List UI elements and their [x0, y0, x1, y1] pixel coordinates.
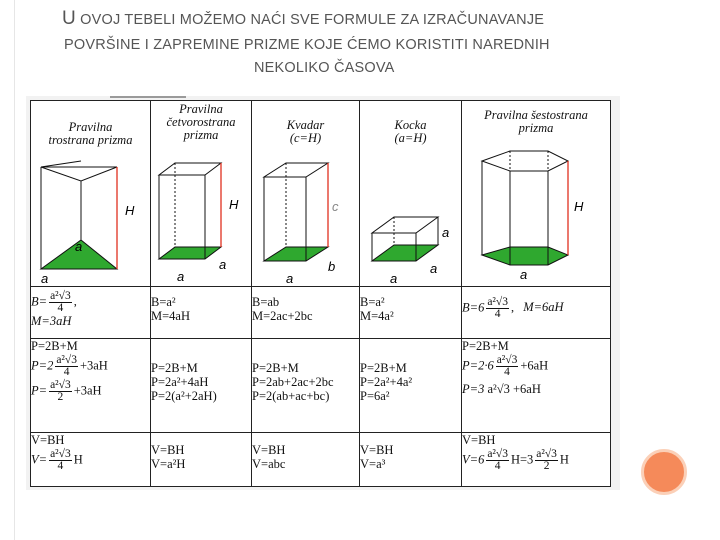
- label-height: H: [229, 197, 239, 212]
- formula-text: P=2a²+4a²: [360, 375, 413, 389]
- caption-line: (a=H): [394, 131, 427, 145]
- figure-cuboid: [252, 101, 360, 287]
- cell-b-m-cuboid: [252, 287, 360, 339]
- label-base: a: [41, 271, 49, 286]
- formula-text: V=BH: [462, 433, 496, 447]
- prism-formula-table: [30, 100, 611, 487]
- caption-line: prizma: [518, 121, 554, 135]
- formula-text: B=a²: [360, 295, 385, 309]
- formula-text: P=: [31, 383, 48, 398]
- formula-text: V=BH: [360, 443, 394, 457]
- formula-text: H: [73, 452, 83, 467]
- fraction: $\frac{\text{a²√3}}{4}$: [487, 448, 508, 472]
- formula-text: +6aH: [520, 358, 549, 373]
- fraction: $\frac{\text{a²√3}}{2}$: [50, 379, 71, 403]
- cell-v-square: [151, 433, 252, 487]
- formula-text: ,: [73, 294, 77, 309]
- figure-cube: [360, 101, 462, 287]
- title-line-2: POVRŠINE I ZAPREMINE PRIZME KOJE ĆEMO KORISTITI NAREDNIH: [64, 37, 550, 53]
- formula-text: P=2·6: [462, 358, 494, 373]
- caption-line: (c=H): [289, 131, 322, 145]
- label-base: a: [520, 267, 528, 282]
- title-line-1: OVOJ TEBELI MOŽEMO NAĆI SVE FORMULE ZA IZRAČUNAVANJE: [80, 12, 545, 28]
- caption-line: Pravilna: [179, 102, 223, 116]
- fraction: $\frac{\text{a²√3}}{4}$: [50, 290, 71, 314]
- formula-text: P=2(ab+ac+bc): [252, 389, 330, 403]
- cube-drawing: [360, 101, 462, 287]
- label-height: c: [332, 199, 339, 214]
- formula-text: +3aH: [73, 383, 102, 398]
- formula-text: P=2B+M: [252, 361, 299, 375]
- caption-line: Pravilna: [68, 120, 113, 134]
- formula-text: V=a³: [360, 457, 386, 471]
- cell-v-hexagonal: [462, 433, 611, 487]
- label-base: a: [390, 271, 398, 286]
- formula-text: P=2: [31, 358, 54, 373]
- fraction: $\frac{\text{a²√3}}{4}$: [496, 354, 518, 378]
- formula-text: B=a²: [151, 295, 176, 309]
- cell-p-cube: [360, 339, 462, 433]
- formula-text: +6aH: [512, 382, 541, 396]
- formula-text: P=2ab+2ac+2bc: [252, 375, 334, 389]
- caption-line: trostrana prizma: [48, 133, 133, 147]
- label-height: H: [574, 199, 584, 214]
- fraction: $\frac{\text{a²√3}}{4}$: [487, 296, 508, 320]
- fraction: $\frac{\text{a²√3}}{2}$: [536, 448, 557, 472]
- figure-hexagonal-prism: [462, 101, 611, 287]
- title-first-letter: U: [62, 8, 76, 29]
- formula-text: V=BH: [151, 443, 185, 457]
- label-edge: a: [75, 239, 83, 254]
- formula-text: B=6: [462, 300, 485, 315]
- formula-text: B=: [31, 294, 48, 309]
- caption-line: prizma: [183, 128, 219, 142]
- cell-p-hexagonal: [462, 339, 611, 433]
- cell-v-triangular: [31, 433, 151, 487]
- formula-text: M=2ac+2bc: [252, 309, 313, 323]
- formula-text: P=6a²: [360, 389, 390, 403]
- caption-line: četvorostrana: [166, 115, 236, 129]
- caption-line: Kvadar: [286, 118, 325, 132]
- cell-b-m-cube: [360, 287, 462, 339]
- formula-text: V=abc: [252, 457, 286, 471]
- formula-text: P=2a²+4aH: [151, 375, 209, 389]
- formula-text: V=BH: [31, 433, 65, 447]
- formula-text: V=a²H: [151, 457, 186, 471]
- formula-text: H=3: [510, 452, 534, 467]
- label-base: a: [177, 269, 185, 284]
- figure-triangular-prism: [31, 101, 151, 287]
- label-base: a: [219, 257, 227, 272]
- formula-text: V=6: [462, 452, 485, 467]
- cell-p-triangular: [31, 339, 151, 433]
- formula-text: V=BH: [252, 443, 286, 457]
- hexagonal-prism-drawing: [462, 101, 611, 287]
- cell-v-cube: [360, 433, 462, 487]
- formula-text: B=ab: [252, 295, 280, 309]
- label-height: H: [125, 203, 135, 218]
- formula-text: P=2B+M: [360, 361, 407, 375]
- formula-text: M=3aH: [31, 314, 72, 328]
- formula-text: P=2B+M: [151, 361, 198, 375]
- formula-text: +3aH: [79, 358, 108, 373]
- formula-text: P=3: [462, 382, 485, 396]
- square-prism-drawing: [151, 101, 252, 287]
- cell-v-cuboid: [252, 433, 360, 487]
- formula-text: a²√3: [487, 382, 510, 396]
- triangular-prism-drawing: [31, 101, 151, 287]
- formula-text: P=2B+M: [31, 339, 78, 353]
- cell-p-square: [151, 339, 252, 433]
- formula-text: ,: [510, 300, 515, 315]
- cell-p-cuboid: [252, 339, 360, 433]
- caption-line: Kocka: [394, 118, 427, 132]
- decorative-circle: [641, 449, 687, 495]
- cell-b-m-square: [151, 287, 252, 339]
- caption-line: Pravilna šestostrana: [484, 108, 588, 122]
- label-base: b: [328, 259, 336, 274]
- title-line-3: NEKOLIKO ČASOVA: [254, 60, 395, 76]
- fraction: $\frac{\text{a²√3}}{4}$: [56, 354, 77, 378]
- cuboid-drawing: [252, 101, 360, 287]
- cell-b-m-hexagonal: [462, 287, 611, 339]
- figure-square-prism: [151, 101, 252, 287]
- formula-text: M=6aH: [523, 300, 564, 315]
- label-base: a: [430, 261, 438, 276]
- formula-text: V=: [31, 452, 48, 467]
- label-base: a: [286, 271, 294, 286]
- formula-text: M=4a²: [360, 309, 394, 323]
- formula-text: M=4aH: [151, 309, 190, 323]
- fraction: $\frac{\text{a²√3}}{4}$: [50, 448, 71, 472]
- cell-b-m-triangular: [31, 287, 151, 339]
- label-side: a: [442, 225, 450, 240]
- slide-left-rule: [14, 0, 15, 540]
- decorative-line: [110, 96, 186, 98]
- formula-text: H: [559, 452, 569, 467]
- formula-text: P=2B+M: [462, 339, 509, 353]
- formula-text: P=2(a²+2aH): [151, 389, 217, 403]
